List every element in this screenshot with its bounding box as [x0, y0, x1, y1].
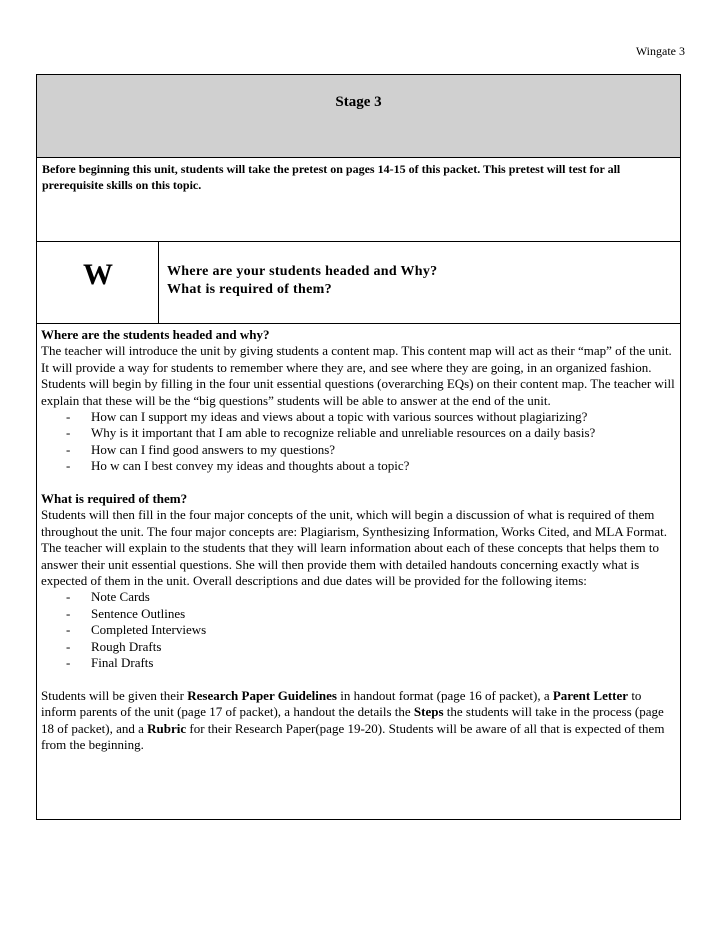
page-header: Wingate 3: [635, 44, 685, 58]
guidelines-term: Research Paper Guidelines: [187, 687, 337, 703]
list-item: [41, 622, 676, 638]
parent-letter-term: Parent Letter: [552, 687, 629, 703]
headed-paragraph: The teacher will introduce the unit by giving students a content map. This content map will act as their “map” of the unit. It will provide a way for students to remember where they are, and see where they are going, in an organized fashion. Students will begin by filling in the four unit essential questions (overarching EQs) on their content map. The teacher will explain that these will be the “big questions” students will be able to answer at the end of the unit.: [41, 343, 675, 408]
steps-term: Steps: [413, 704, 444, 720]
list-item-text: Completed Interviews: [91, 622, 207, 638]
list-dash: -: [66, 441, 71, 457]
required-heading: What is required of them?: [41, 491, 188, 507]
w-questions: [159, 242, 680, 323]
list-dash: -: [66, 425, 71, 441]
pretest-text: Before beginning this unit, students will take the pretest on pages 14-15 of this packet. This pretest will test for all prerequisite skills on this topic.: [42, 162, 621, 192]
list-item: [41, 458, 676, 474]
content-row: [37, 324, 680, 819]
stage-table: [36, 74, 681, 820]
w-letter: W: [37, 242, 159, 323]
rubric-term: Rubric: [147, 720, 187, 736]
list-dash: -: [66, 638, 71, 654]
list-dash: -: [66, 589, 71, 605]
list-dash: -: [66, 655, 71, 671]
deliverables-list: [41, 589, 676, 671]
list-item: [41, 639, 676, 655]
final-text-1: Students will be given their: [41, 687, 188, 703]
list-item-text: How can I find good answers to my questions?: [91, 441, 336, 457]
list-item: [41, 655, 676, 671]
list-item-text: Ho w can I best convey my ideas and thoughts about a topic?: [91, 458, 410, 474]
headed-heading: Where are the students headed and why?: [41, 327, 270, 342]
list-item-text: Rough Drafts: [91, 638, 162, 654]
list-item: [41, 442, 676, 458]
list-dash: -: [66, 622, 71, 638]
list-item-text: How can I support my ideas and views about a topic with various sources without plagiarizing?: [91, 409, 588, 425]
list-item: [41, 425, 676, 441]
list-item: [41, 606, 676, 622]
w-row: [37, 242, 680, 324]
final-text-5: for their Research Paper(page 19-20). Students will be aware of all that is expected of them from the beginning.: [41, 720, 665, 753]
final-text-2: in handout format (page 16 of packet), a: [336, 687, 553, 703]
stage-title: Stage 3: [335, 94, 382, 110]
list-dash: -: [66, 605, 71, 621]
required-paragraph: Students will then fill in the four major concepts of the unit, which will begin a discussion of what is required of them throughout the unit. The four major concepts are: Plagiarism, Synthesizing Information, Works Cited, and MLA Format. The teacher will explain to the students that they will learn information about each of these concepts that helps them to answer their unit essential questions. She will then provide them with detailed handouts concerning exactly what is expected of them in the unit. Overall descriptions and due dates will be provided for the following items:: [41, 507, 667, 589]
final-text-4: the students will take in the process (page 18 of packet), and a: [41, 704, 664, 736]
list-dash: -: [66, 409, 71, 425]
final-paragraph: [41, 688, 676, 754]
w-question-2: What is required of them?: [167, 282, 332, 297]
w-question-1: Where are your students headed and Why?: [167, 264, 438, 279]
essential-questions-list: [41, 409, 676, 475]
list-dash: -: [66, 458, 71, 474]
list-item: [41, 589, 676, 605]
stage-title-row: [37, 75, 680, 158]
list-item-text: Final Drafts: [91, 655, 154, 671]
spacer: [41, 475, 676, 491]
pretest-row: [37, 158, 680, 242]
list-item-text: Sentence Outlines: [91, 605, 186, 621]
list-item: [41, 409, 676, 425]
list-item-text: Why is it important that I am able to recognize reliable and unreliable resources on a daily basis?: [91, 425, 596, 441]
spacer: [41, 672, 676, 688]
final-text-3: to inform parents of the unit (page 17 of packet), a handout the details the: [41, 687, 642, 720]
list-item-text: Note Cards: [91, 589, 150, 605]
